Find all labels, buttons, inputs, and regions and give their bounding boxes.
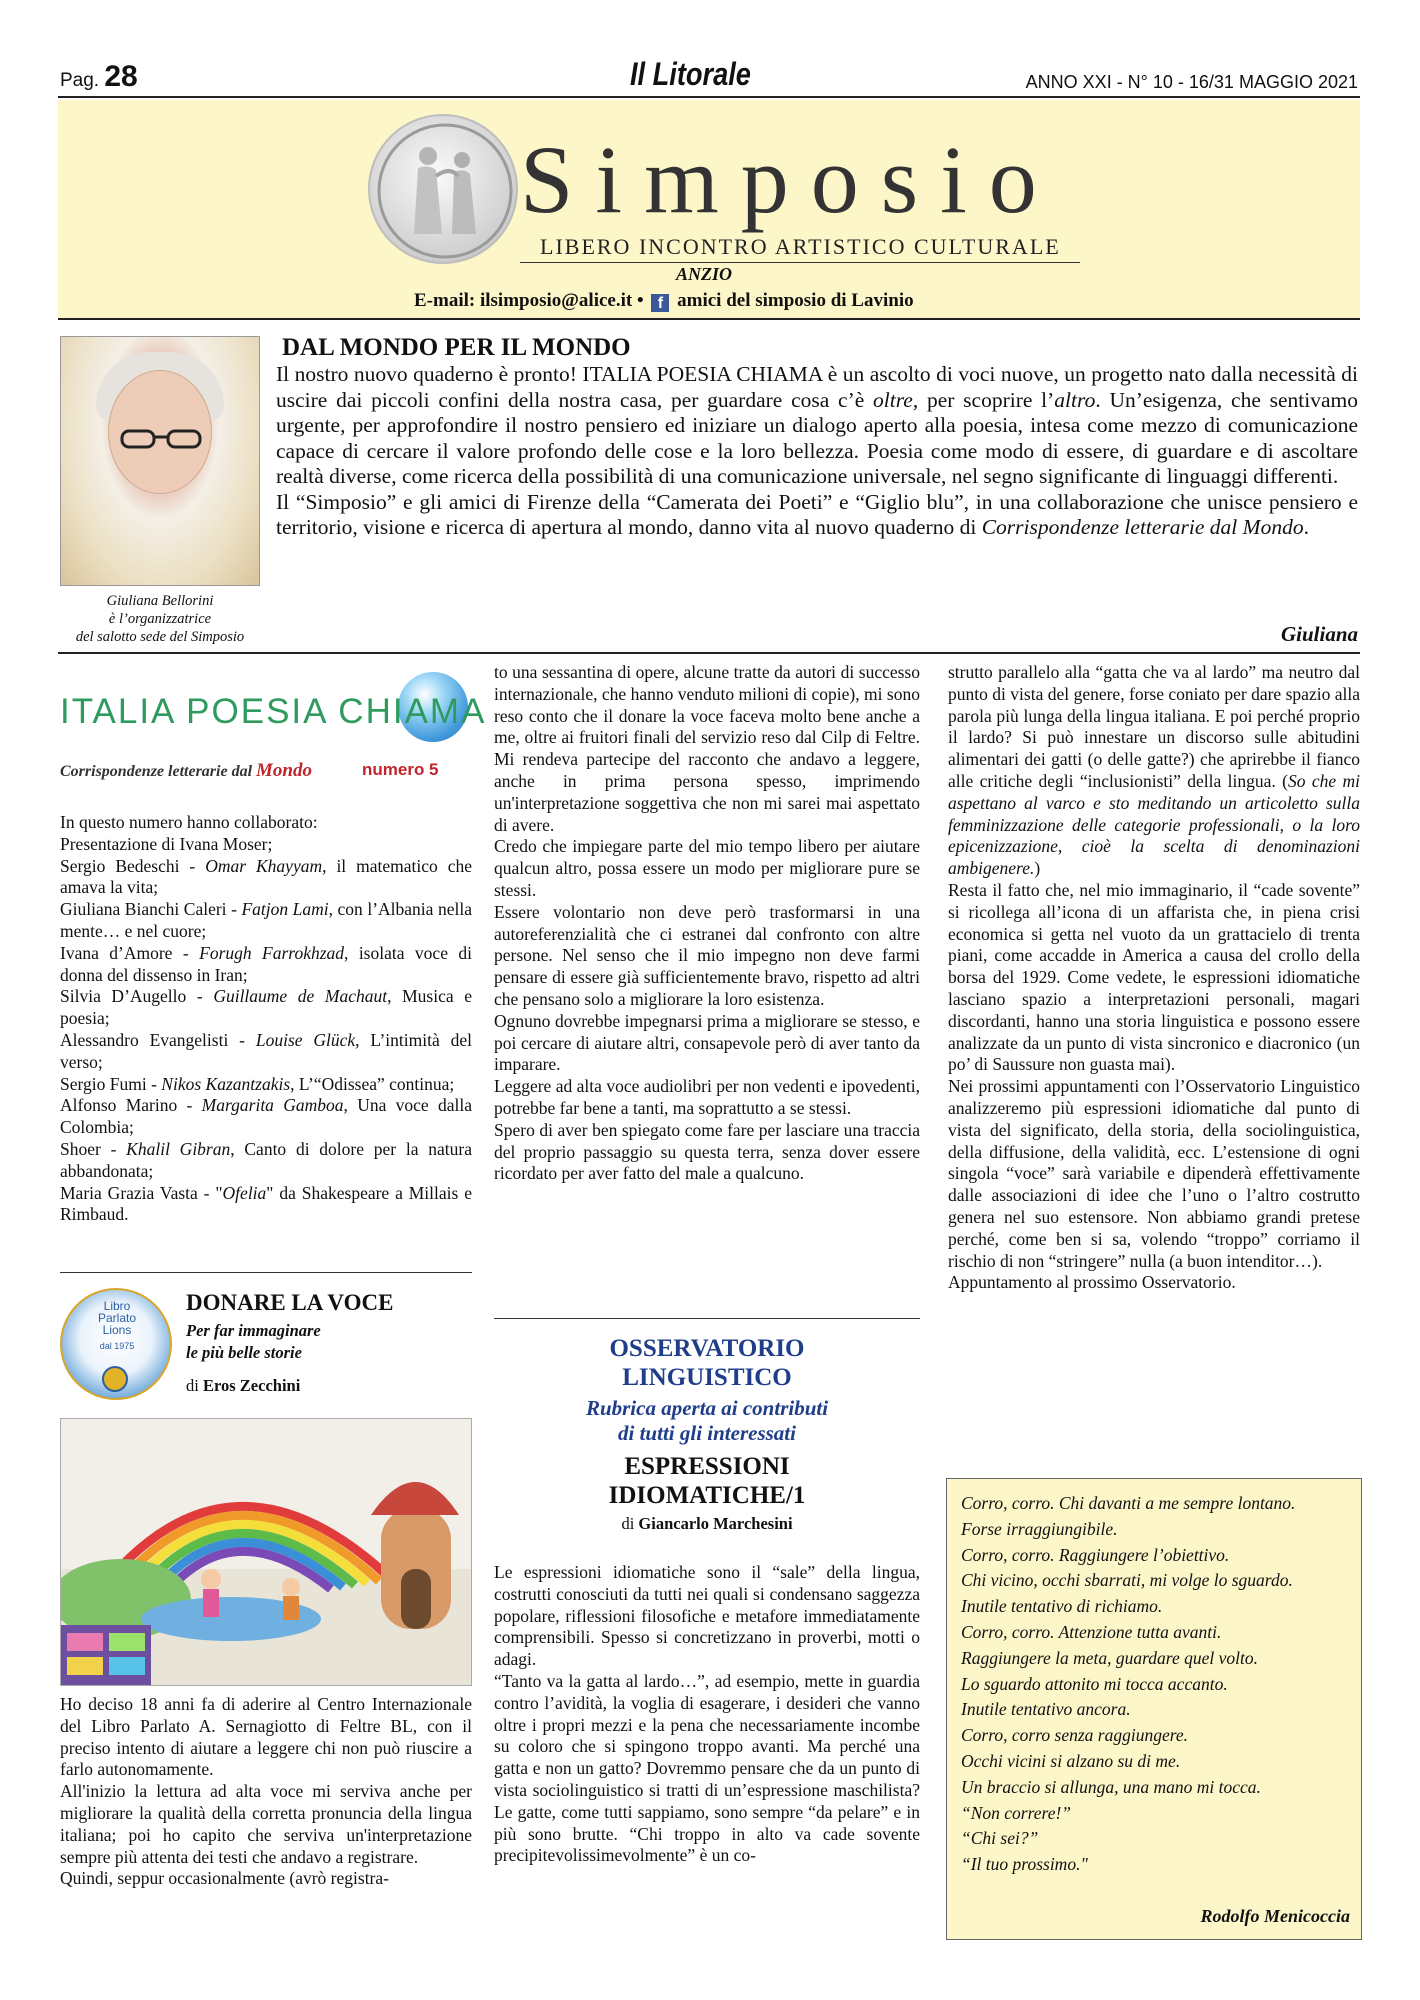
glasses-icon	[120, 428, 202, 450]
osservatorio-body-col3	[948, 662, 1360, 1294]
article-paragraph: Il nostro nuovo quaderno è pronto! ITALIA POESIA CHIAMA è un ascolto di voci nuove, un progetto nato dalla necessità di uscire dai piccoli confini della nostra casa, per guardare cosa c’è oltre, per scoprire l’altro. Un’esigenza, che sentivamo urgente, per approfondire il nostro pensiero ed iniziare un dialogo aperto alla poesia, intesa come mezzo di comunicazione capace di cercare il valore profondo delle cose e la loro bellezza. Poesia come modo di essere, di guardare e di ascoltare realtà diverse, come ricerca della possibilità di una comunicazione universale, nel segno significante di linguaggi differenti.	[276, 362, 1358, 488]
newspaper-name: Il Litorale	[630, 56, 751, 92]
donare-body-col1	[60, 1694, 472, 1890]
email-link[interactable]: E-mail: ilsimposio@alice.it	[414, 290, 633, 311]
article-paragraph: Essere volontario non deve però trasformarsi in una autoreferenzialità che ci estranei dal confronto con altre persone. Nel senso che il mio impegno non deve farmi pensare di essere già sufficientemente bravo, rispetto ad altri che pensano solo a migliorare la loro esistenza.	[494, 901, 920, 1009]
poem-lines	[961, 1491, 1347, 1878]
column-rule	[60, 1272, 472, 1273]
list-item: Giuliana Bianchi Caleri - Fatjon Lami, con l’Albania nella mente… e nel cuore;	[60, 899, 472, 941]
osservatorio-headline: ESPRESSIONI IDIOMATICHE/1	[608, 1453, 806, 1509]
simposio-subtitle: LIBERO INCONTRO ARTISTICO CULTURALE	[540, 234, 1061, 259]
caption-line: del salotto sede del Simposio	[75, 629, 245, 645]
poem-line: Un braccio si allunga, una mano mi tocca.	[961, 1776, 1261, 1797]
section-rule	[58, 652, 1360, 654]
osservatorio-subtitle: Rubrica aperta ai contributi di tutti gli interessati	[585, 1396, 829, 1445]
donare-subtitle: Per far immaginare le più belle storie	[186, 1321, 321, 1362]
poem-line: “Chi sei?”	[961, 1828, 1039, 1849]
poem-line: Lo sguardo attonito mi tocca accanto.	[961, 1673, 1228, 1694]
simposio-title: Simposio	[520, 126, 1059, 233]
article-paragraph: Quindi, seppur occasionalmente (avrò registra-	[60, 1868, 389, 1889]
article-paragraph: Appuntamento al prossimo Osservatorio.	[948, 1272, 1236, 1293]
article-paragraph: Spero di aver ben spiegato come fare per lasciare una traccia del proprio passaggio su questa terra, senza dover essere ricordato per aver fatto del male a qualcuno.	[494, 1119, 920, 1184]
figures-icon	[370, 116, 520, 266]
poem-line: Raggiungere la meta, guardare quel volto.	[961, 1647, 1258, 1668]
poem-line: Occhi vicini si alzano su di me.	[961, 1750, 1181, 1771]
poem-line: Corro, corro. Chi davanti a me sempre lontano.	[961, 1493, 1296, 1513]
ipc-title: ITALIA POESIA CHIAMA	[60, 692, 487, 731]
article-title: DAL MONDO PER IL MONDO	[282, 334, 631, 361]
header-rule	[58, 96, 1360, 98]
rainbow-mural-icon	[61, 1419, 472, 1686]
list-item: Silvia D’Augello - Guillaume de Machaut, Musica e poesia;	[60, 986, 472, 1029]
facebook-group[interactable]: amici del simposio di Lavinio	[677, 290, 914, 311]
donare-byline: di Eros Zecchini	[186, 1376, 301, 1395]
article-paragraph: All'inizio la lettura ad alta voce mi serviva anche per migliorare la qualità della corretta pronuncia della lingua italiana; poi ho capito che serviva un'interpretazione sempre più attenta dei testi che andavo a registrare.	[60, 1781, 472, 1867]
list-item: Sergio Fumi - Nikos Kazantzakis, L’“Odissea” continua;	[60, 1073, 455, 1094]
page-number-value: 28	[104, 60, 138, 93]
poem-line: Corro, corro. Raggiungere l’obiettivo.	[961, 1544, 1230, 1565]
article-paragraph: strutto parallelo alla “gatta che va al lardo” ma neutro dal punto di vista del genere, forse coniato per dare spazio alla parola più lunga della lingua italiana. E poi perché proprio il lardo? Si può innestare un discorso sulle abitudini alimentari dei gatti (o delle gatte?) che aprirebbe il fianco alle critiche degli “inclusionisti” della lingua. (So che mi aspettano al varco e sto meditando un articoletto sulla femminizzazione delle categorie professionali, o la loro epicenizzazione, cioè la scelta di denominazioni ambigenere.)	[948, 662, 1360, 879]
poem-line: Inutile tentativo di richiamo.	[961, 1596, 1163, 1617]
poem-box	[946, 1478, 1362, 1940]
list-item: Shoer - Khalil Gibran, Canto di dolore per la natura abbandonata;	[60, 1138, 472, 1181]
poem-signature: Rodolfo Menicoccia	[1200, 1906, 1350, 1926]
ipc-contributors	[60, 812, 472, 1226]
article-paragraph: Ho deciso 18 anni fa di aderire al Centro Internazionale del Libro Parlato A. Sernagiotto di Feltre BL, con il preciso intento di aiutare a leggere chi non può riuscire a farlo autonomamente.	[60, 1694, 472, 1780]
article-paragraph: Ognuno dovrebbe impegnarsi prima a migliorare se stesso, e poi cercare di aiutare altri, consapevole però di aver tanto da imparare.	[494, 1010, 920, 1075]
poem-line: Forse irraggiungibile.	[961, 1518, 1118, 1539]
osservatorio-title: OSSERVATORIO LINGUISTICO	[609, 1335, 805, 1391]
list-item: Ivana d’Amore - Forugh Farrokhzad, isolata voce di donna del dissenso in Iran;	[60, 942, 472, 985]
ipc-subtitle: Corrispondenze letterarie dal Mondo	[60, 760, 312, 781]
list-item: Presentazione di Ivana Moser;	[60, 833, 273, 854]
column-rule	[494, 1318, 920, 1319]
article-paragraph: to una sessantina di opere, alcune tratte da autori di successo internazionale, che hanno venduto milioni di copie), mi sono reso conto che il donare la voce faceva molto bene anche a me, oltre ai fruitori finali del servizio reso dal Cilp di Feltre. Mi rendeva partecipe del racconto che andavo a leggere, anche in prima persona spesso, imprimendo un'interpretazione soggettiva che non mi sarei mai aspettato di avere.	[494, 662, 920, 835]
poem-line: “Non correre!”	[961, 1802, 1072, 1823]
poem-line: “Il tuo prossimo."	[961, 1854, 1088, 1875]
article-paragraph: Resta il fatto che, nel mio immaginario, il “cade sovente” si ricollega all’icona di un affarista che, in piena crisi economica si getta nel vuoto da un grattacielo di trenta piani, come accadde in America a causa del crollo della borsa del 1929. Come vedete, le espressioni idiomatiche lasciano spazio a interpretazioni personali, magari discordanti, hanno una storia linguistica e possono essere analizzate da un punto di vista sincronico e diacronico (un po’ di Saussure non guasta mai).	[948, 879, 1360, 1075]
page-number	[60, 60, 138, 94]
poem-line: Inutile tentativo ancora.	[961, 1699, 1131, 1720]
article-paragraph: Il “Simposio” e gli amici di Firenze della “Camerata dei Poeti” e “Giglio blu”, in una collaborazione che unisce pensiero e territorio, visione e ricerca di apertura al mondo, danno vita al nuovo quaderno di Corrispondenze letterarie dal Mondo.	[276, 489, 1358, 539]
facebook-icon: f	[651, 294, 669, 312]
article-body	[276, 362, 1358, 541]
photo-caption	[56, 592, 264, 646]
lions-logo-text: Libro Parlato Lions dal 1975	[98, 1299, 137, 1351]
donare-body-col2	[494, 662, 920, 1185]
ipc-intro: In questo numero hanno collaborato:	[60, 812, 318, 832]
poem-line: Chi vicino, occhi sbarrati, mi volge lo sguardo.	[961, 1570, 1293, 1591]
osservatorio-body-col2	[494, 1562, 920, 1867]
mural-photo	[60, 1418, 472, 1686]
article-signature: Giuliana	[1280, 622, 1358, 646]
list-item: Alfonso Marino - Margarita Gamboa, Una voce dalla Colombia;	[60, 1095, 473, 1138]
list-item: Alessandro Evangelisti - Louise Glück, L’intimità del verso;	[60, 1029, 472, 1072]
lions-emblem-icon	[102, 1366, 128, 1392]
osservatorio-byline: di Giancarlo Marchesini	[621, 1514, 793, 1533]
article-paragraph: Credo che impiegare parte del mio tempo libero per aiutare qualcun altro, possa essere un modo per migliorare pure se stessi.	[494, 836, 920, 900]
simposio-city: ANZIO	[676, 264, 733, 284]
list-item: Sergio Bedeschi - Omar Khayyam, il matematico che amava la vita;	[60, 855, 472, 898]
article-paragraph: Leggere ad alta voce audiolibri per non vedenti e ipovedenti, potrebbe far bene a tanti, ma soprattutto a se stessi.	[494, 1076, 920, 1118]
separator-bullet: •	[636, 290, 644, 311]
ipc-number: numero 5	[362, 760, 439, 779]
caption-line: Giuliana Bellorini	[106, 593, 214, 609]
article-paragraph: Le espressioni idiomatiche sono il “sale” della lingua, costrutti conosciuti da tutti nei quali si condensano saggezza popolare, riflessioni filosofiche e metafore immediatamente comprensibili. Spesso si concretizzano in proverbi, motti o adagi.	[494, 1562, 920, 1670]
article-paragraph: “Tanto va la gatta al lardo…”, ad esempio, mette in guardia contro l’avidità, la voglia di esagerare, i desideri che vanno oltre i propri mezzi e la pena che necessariamente incombe su coloro che si spingono troppo avanti. Ma perché una gatta e non un gatto? Dovremmo pensare che da un punto di vista sociolinguistico si tratti di un’espressione maschilista? Le gatte, come tutti sappiamo, sono sempre “da pelare” e in più sono brutte. “Chi troppo in alto va cade sovente precipitevolissimevolmente” è un co-	[494, 1670, 920, 1866]
medallion-logo-icon	[368, 114, 518, 264]
banner-rule	[520, 262, 1080, 263]
page-label: Pag.	[60, 70, 100, 91]
article-paragraph: Nei prossimi appuntamenti con l’Osservatorio Linguistico analizzeremo più espressioni idiomatiche dal punto di vista del significato, della storia, della sociolinguistica, della diffusione, della validità, ecc. L’estensione di ogni singola “voce” sarà variabile e dipenderà effettivamente dalle associazioni di idee che l’uno o l’altro costrutto genera nel suo estensore. Non abbiamo grandi pretese perché, come ben si sa, volendo “troppo” corriamo il rischio di non “stringere” nulla (a buon intenditor…).	[948, 1076, 1360, 1271]
poem-line: Corro, corro senza raggiungere.	[961, 1725, 1189, 1746]
poem-line: Corro, corro. Attenzione tutta avanti.	[961, 1621, 1222, 1642]
issue-info: ANNO XXI - N° 10 - 16/31 MAGGIO 2021	[1025, 72, 1358, 92]
donare-title: DONARE LA VOCE	[186, 1290, 394, 1315]
caption-line: è l’organizzatrice	[108, 611, 212, 627]
list-item: Maria Grazia Vasta - "Ofelia" da Shakespeare a Millais e Rimbaud.	[60, 1182, 472, 1225]
contact-line	[414, 290, 914, 312]
